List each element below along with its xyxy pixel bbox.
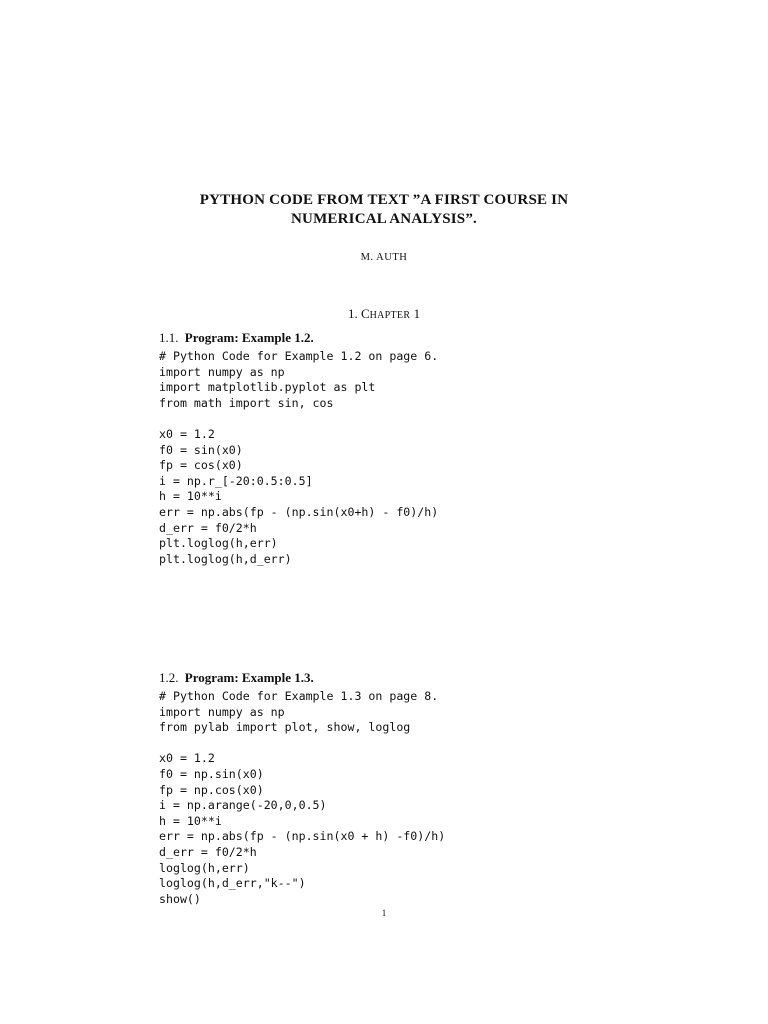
paper-author: M. AUTH xyxy=(360,252,408,263)
chapter-heading xyxy=(0,306,768,322)
code-line: f0 = np.sin(x0) xyxy=(159,766,264,781)
code-line xyxy=(159,411,438,427)
chapter-title-rest: HAPTER xyxy=(369,310,411,321)
section-number: 1.1. xyxy=(159,330,179,345)
code-line: show() xyxy=(159,891,201,906)
code-block-example-1-2 xyxy=(159,349,438,567)
code-line: # Python Code for Example 1.3 on page 8. xyxy=(159,689,439,703)
code-line: err = np.abs(fp - (np.sin(x0+h) - f0)/h) xyxy=(159,504,439,519)
code-line xyxy=(159,736,445,752)
code-line: # Python Code for Example 1.2 on page 6. xyxy=(159,349,439,363)
code-line: plt.loglog(h,err) xyxy=(159,536,278,551)
code-line: import numpy as np xyxy=(159,704,285,719)
section-heading-1-2 xyxy=(159,670,314,686)
code-line: x0 = 1.2 xyxy=(159,751,215,766)
code-line: err = np.abs(fp - (np.sin(x0 + h) -f0)/h) xyxy=(159,829,446,844)
code-line: x0 = 1.2 xyxy=(159,426,215,441)
code-line: fp = np.cos(x0) xyxy=(159,782,264,797)
code-line: d_err = f0/2*h xyxy=(159,844,257,859)
page-number: 1 xyxy=(381,908,387,918)
chapter-title-initial: C xyxy=(360,306,370,321)
code-line: f0 = sin(x0) xyxy=(159,442,243,457)
code-block-example-1-3 xyxy=(159,689,445,907)
code-line: import numpy as np xyxy=(159,364,285,379)
code-line: from math import sin, cos xyxy=(159,395,334,410)
code-line: from pylab import plot, show, loglog xyxy=(159,720,411,735)
code-line: h = 10**i xyxy=(159,813,222,828)
code-line: i = np.arange(-20,0,0.5) xyxy=(159,798,327,813)
paper-title-line-2: NUMERICAL ANALYSIS”. xyxy=(291,211,477,227)
code-line: fp = cos(x0) xyxy=(159,458,243,473)
paper-title-line-1: PYTHON CODE FROM TEXT ”A FIRST COURSE IN xyxy=(199,192,569,208)
section-heading-1-1 xyxy=(159,330,314,346)
chapter-title-number: 1 xyxy=(413,306,421,321)
code-line: loglog(h,err) xyxy=(159,860,250,875)
code-line: loglog(h,d_err,"k--") xyxy=(159,876,306,891)
chapter-number: 1. xyxy=(347,306,358,321)
section-number: 1.2. xyxy=(159,670,179,685)
section-title: Program: Example 1.2. xyxy=(184,330,314,345)
code-line: i = np.r_[-20:0.5:0.5] xyxy=(159,473,313,488)
section-title: Program: Example 1.3. xyxy=(184,670,314,685)
code-line: import matplotlib.pyplot as plt xyxy=(159,380,376,395)
code-line: h = 10**i xyxy=(159,489,222,504)
code-line: plt.loglog(h,d_err) xyxy=(159,551,292,566)
code-line: d_err = f0/2*h xyxy=(159,520,257,535)
